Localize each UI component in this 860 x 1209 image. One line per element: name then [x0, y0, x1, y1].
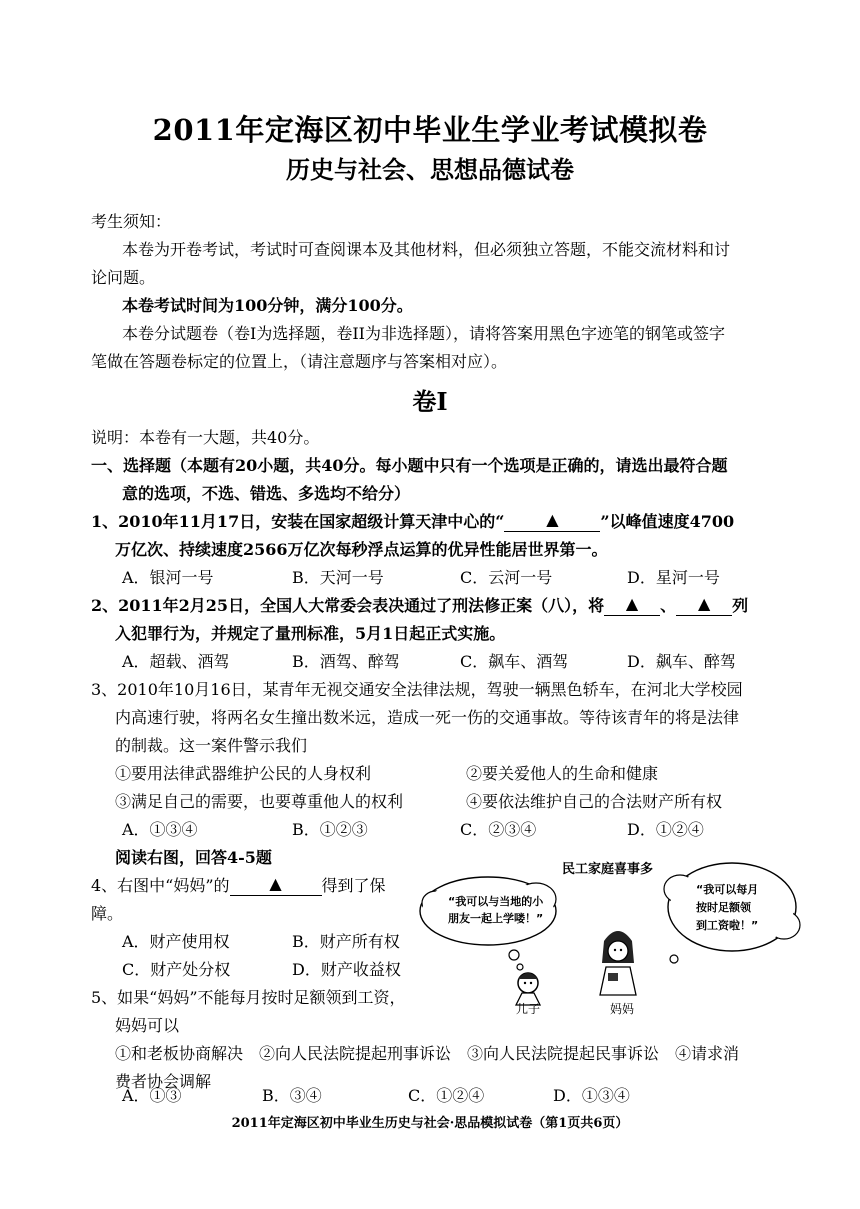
q5-items-cont: 费者协会调解	[115, 1072, 212, 1091]
notice-paragraph-1-cont: 论问题。	[91, 268, 156, 287]
q3-option-a: A．①③④	[122, 820, 198, 839]
question-2-sep: 、	[660, 596, 677, 615]
question-3: 3、2010年10月16日，某青年无视交通安全法律法规，驾驶一辆黑色轿车，在河北大学校园	[91, 680, 743, 699]
section-title: 卷I	[412, 387, 448, 416]
notice-paragraph-1: 本卷为开卷考试，考试时可查阅课本及其他材料，但必须独立答题，不能交流材料和讨	[122, 240, 731, 259]
question-2-stem: 2、2011年2月25日，全国人大常委会表决通过了刑法修正案（八），将	[91, 596, 605, 615]
q1-option-b: B．天河一号	[292, 568, 384, 587]
part-heading: 一、选择题（本题有20小题，共40分。每小题中只有一个选项是正确的，请选出最符合题	[91, 456, 728, 475]
q3-option-c: C．②③④	[460, 820, 537, 839]
q2-option-b: B．酒驾、醉驾	[292, 652, 400, 671]
son-bubble-line-2: 朋友一起上学喽！”	[448, 912, 544, 925]
notice-paragraph-3-cont: 笔做在答题卷标定的位置上，（请注意题序与答案相对应）。	[91, 352, 508, 371]
notice-heading: 考生须知：	[91, 212, 172, 231]
q1-option-d: D．星河一号	[627, 568, 720, 587]
mom-figure	[600, 931, 636, 995]
q5-option-b: B．③④	[262, 1086, 322, 1105]
question-2	[91, 592, 748, 620]
q3-item-4: ④要依法维护自己的合法财产所有权	[466, 792, 723, 811]
answer-blank: ▲	[676, 593, 732, 616]
q2-option-d: D．飙车、醉驾	[627, 652, 736, 671]
answer-blank: ▲	[604, 593, 660, 616]
question-4	[91, 872, 386, 900]
question-4-stem-end: 得到了保	[321, 876, 386, 895]
part-heading-cont: 意的选项，不选、错选、多选均不给分）	[122, 484, 411, 503]
q5-option-c: C．①②④	[408, 1086, 485, 1105]
son-label: 儿子	[516, 1002, 541, 1016]
read-instruction: 阅读右图，回答4-5题	[115, 848, 272, 867]
question-2-stem-end: 列	[732, 596, 749, 615]
q3-item-2: ②要关爱他人的生命和健康	[466, 764, 659, 783]
mom-speech-bubble	[664, 863, 800, 963]
q2-option-a: A．超载、酒驾	[122, 652, 230, 671]
q4-option-c: C．财产处分权	[122, 960, 231, 979]
notice-paragraph-3: 本卷分试题卷（卷I为选择题，卷II为非选择题），请将答案用黑色字迹笔的钢笔或签字	[122, 324, 725, 343]
exam-title: 2011年定海区初中毕业生学业考试模拟卷	[152, 113, 708, 147]
question-1-stem-end: ”以峰值速度4700	[600, 512, 735, 531]
q1-option-c: C．云河一号	[460, 568, 553, 587]
question-3-cont: 内高速行驶，将两名女生撞出数米远，造成一死一伤的交通事故。等待该青年的将是法律	[115, 708, 740, 727]
section-note: 说明：本卷有一大题，共40分。	[91, 428, 320, 447]
q2-option-c: C．飙车、酒驾	[460, 652, 569, 671]
mom-label: 妈妈	[610, 1002, 635, 1016]
question-1-stem: 1、2010年11月17日，安装在国家超级计算天津中心的“	[91, 512, 505, 531]
son-speech-bubble	[420, 877, 556, 970]
question-1-cont: 万亿次、持续速度2566万亿次每秒浮点运算的优异性能居世界第一。	[115, 540, 608, 559]
page-footer: 2011年定海区初中毕业生历史与社会·思品模拟试卷（第1页共6页）	[231, 1116, 629, 1131]
answer-blank: ▲	[504, 509, 600, 532]
mom-bubble-line-2: 按时足额领	[696, 901, 751, 914]
q1-option-a: A．银河一号	[122, 568, 214, 587]
question-4-cont: 障。	[91, 904, 124, 923]
q3-item-3: ③满足自己的需要，也要尊重他人的权利	[115, 792, 404, 811]
q5-items: ①和老板协商解决 ②向人民法院提起刑事诉讼 ③向人民法院提起民事诉讼 ④请求消	[115, 1044, 740, 1063]
notice-paragraph-2: 本卷考试时间为100分钟，满分100分。	[122, 296, 413, 315]
q3-option-d: D．①②④	[627, 820, 704, 839]
q5-option-a: A．①③	[122, 1086, 182, 1105]
q4-option-a: A．财产使用权	[122, 932, 230, 951]
answer-blank: ▲	[230, 873, 322, 896]
son-bubble-line-1: “我可以与当地的小	[448, 895, 544, 908]
question-4-stem: 4、右图中“妈妈”的	[91, 876, 230, 895]
question-3-cont-2: 的制裁。这一案件警示我们	[115, 736, 308, 755]
question-2-cont: 入犯罪行为，并规定了量刑标准，5月1日起正式实施。	[115, 624, 506, 643]
q3-option-b: B．①②③	[292, 820, 368, 839]
q5-option-d: D．①③④	[553, 1086, 630, 1105]
mom-bubble-line-3: 到工资啦！”	[696, 919, 759, 932]
q4-option-b: B．财产所有权	[292, 932, 400, 951]
exam-subtitle: 历史与社会、思想品德试卷	[286, 155, 574, 184]
question-5: 5、如果“妈妈”不能每月按时足额领到工资，	[91, 988, 406, 1007]
question-1	[91, 508, 734, 536]
question-5-cont: 妈妈可以	[115, 1016, 180, 1035]
q4-option-d: D．财产收益权	[292, 960, 401, 979]
mom-bubble-line-1: “我可以每月	[696, 883, 759, 896]
cartoon-title: 民工家庭喜事多	[562, 862, 654, 877]
q3-item-1: ①要用法律武器维护公民的人身权利	[115, 764, 372, 783]
